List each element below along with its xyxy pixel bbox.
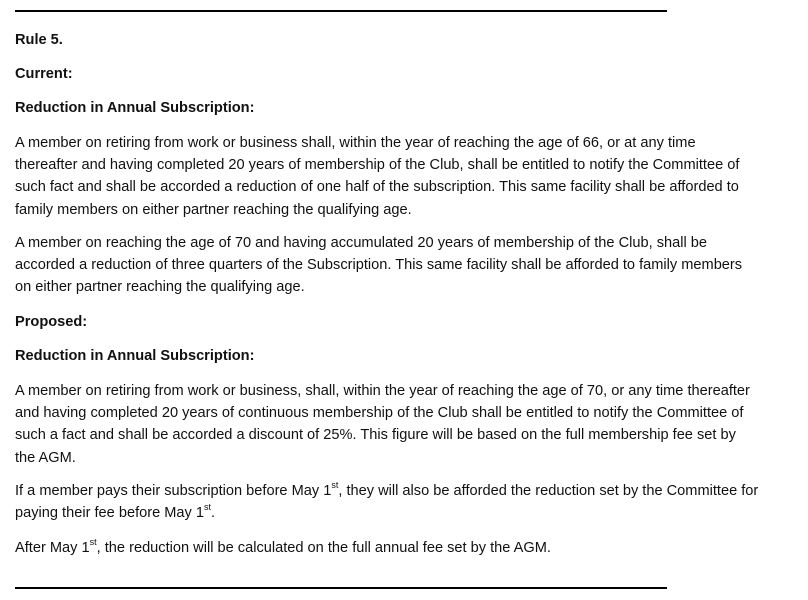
bottom-divider [15,587,667,589]
current-label: Current: [15,66,73,82]
proposed-paragraph-1: A member on retiring from work or business, shall, within the year of reaching the age of 70, or any time thereafter and having completed 20 years of continuous membership of the Club shall be entitled to notify the Committee of such a fact and shall be accorded a discount of 25%. This figure will be based on the full membership fee set by the AGM. [15,383,750,466]
proposed-paragraph-3-part1: After May 1 [15,540,90,556]
ordinal-suffix: st [89,537,97,548]
top-divider [15,10,667,12]
ordinal-suffix: st [331,480,339,491]
proposed-paragraph-2 [15,480,760,524]
current-paragraph-1: A member on retiring from work or business shall, within the year of reaching the age of 66, or at any time thereafter and having completed 20 years of membership of the Club, shall be entitled to notify the Committee of such fact and shall be accorded a reduction of one half of the subscription. This same facility shall be afforded to family members on either partner reaching the qualifying age. [15,135,740,218]
proposed-label: Proposed: [15,314,88,330]
proposed-heading: Reduction in Annual Subscription: [15,348,255,364]
current-heading: Reduction in Annual Subscription: [15,100,255,116]
proposed-paragraph-2-part2: , they will also be afforded the reduction set by the Committee for paying their fee before May 1 [15,483,759,522]
proposed-paragraph-3 [15,537,760,559]
proposed-paragraph-2-part1: If a member pays their subscription before May 1 [15,483,332,499]
proposed-paragraph-3-part2: , the reduction will be calculated on the full annual fee set by the AGM. [96,540,551,556]
rule-title: Rule 5. [15,32,63,48]
current-paragraph-2: A member on reaching the age of 70 and having accumulated 20 years of membership of the Club, shall be accorded a reduction of three quarters of the Subscription. This same facility shall be afforded to family members on either partner reaching the qualifying age. [15,235,743,296]
ordinal-suffix: st [204,502,212,513]
proposed-paragraph-2-part3: . [211,505,216,522]
